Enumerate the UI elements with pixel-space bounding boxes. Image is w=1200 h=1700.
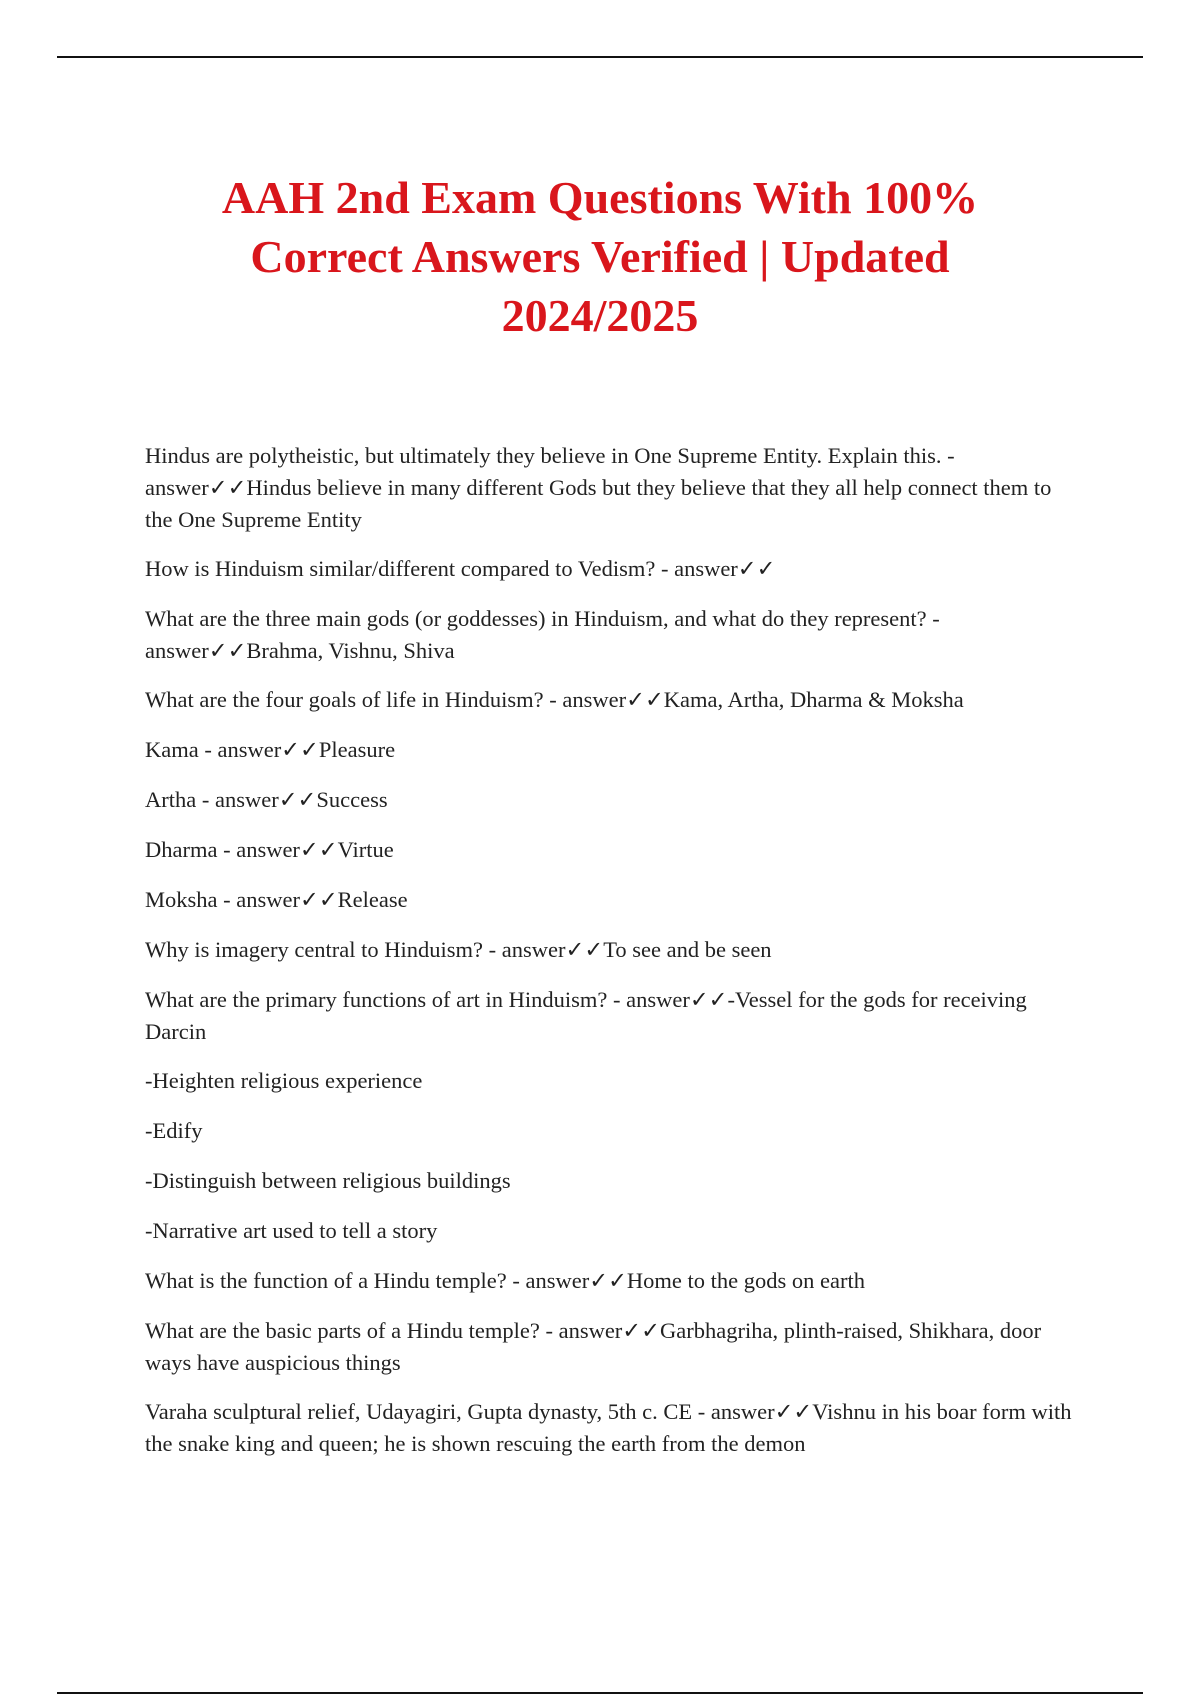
title-line-1: AAH 2nd Exam Questions With 100% [221, 172, 979, 223]
qa-paragraph: Dharma - answer✓✓Virtue [145, 837, 394, 862]
qa-paragraph: Varaha sculptural relief, Udayagiri, Gupta dynasty, 5th c. CE - answer✓✓Vishnu in his boar form with the snake king and queen; he is shown rescuing the earth from the demon [145, 1399, 1072, 1456]
qa-paragraph: Kama - answer✓✓Pleasure [145, 737, 396, 762]
qa-paragraph: What are the four goals of life in Hinduism? - answer✓✓Kama, Artha, Dharma & Moksha [145, 687, 964, 712]
document-body [145, 440, 1075, 1477]
bottom-rule [57, 1692, 1143, 1694]
list-item: -Heighten religious experience [145, 1068, 423, 1093]
list-item: -Narrative art used to tell a story [145, 1218, 438, 1243]
document-title [150, 168, 1050, 345]
qa-paragraph: Moksha - answer✓✓Release [145, 887, 408, 912]
qa-paragraph: How is Hinduism similar/different compared to Vedism? - answer✓✓ [145, 556, 776, 581]
qa-paragraph: What are the primary functions of art in Hinduism? - answer✓✓-Vessel for the gods for receiving Darcin [145, 987, 1027, 1044]
qa-paragraph: What are the three main gods (or goddesses) in Hinduism, and what do they represent? - answer✓✓Brahma, Vishnu, Shiva [145, 606, 940, 663]
title-line-3: 2024/2025 [501, 290, 699, 341]
top-rule [57, 56, 1143, 58]
qa-paragraph: Artha - answer✓✓Success [145, 787, 388, 812]
qa-paragraph: What are the basic parts of a Hindu temple? - answer✓✓Garbhagriha, plinth-raised, Shikhara, door ways have auspicious things [145, 1318, 1042, 1375]
qa-paragraph: Hindus are polytheistic, but ultimately they believe in One Supreme Entity. Explain this. - answer✓✓Hindus believe in many different Gods but they believe that they all help connect them to the One Supreme Entity [145, 443, 1052, 532]
list-item: -Distinguish between religious buildings [145, 1168, 511, 1193]
qa-paragraph: What is the function of a Hindu temple? - answer✓✓Home to the gods on earth [145, 1268, 866, 1293]
list-item: -Edify [145, 1118, 203, 1143]
title-line-2: Correct Answers Verified | Updated [250, 231, 950, 282]
qa-paragraph: Why is imagery central to Hinduism? - answer✓✓To see and be seen [145, 937, 772, 962]
